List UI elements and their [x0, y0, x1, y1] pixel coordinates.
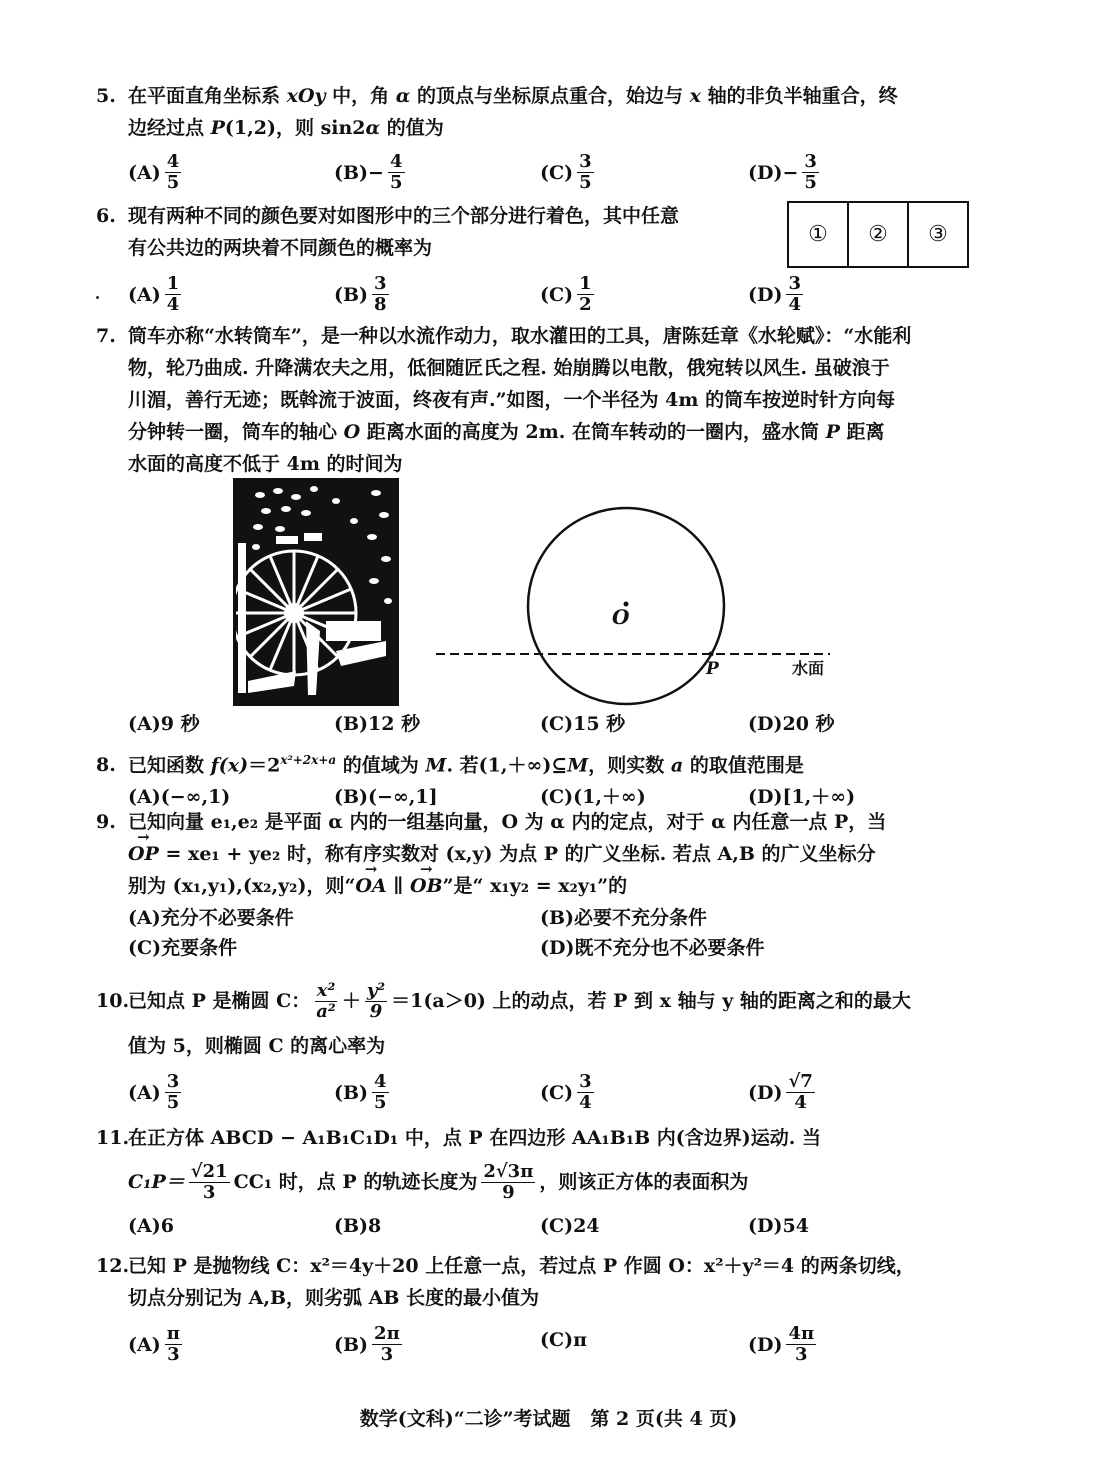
numerator: 3: [579, 151, 592, 172]
option-label: (C): [128, 937, 162, 959]
water-wheel-diagram: [430, 500, 850, 710]
question-text: 值为 5，则椭圆 C 的离心率为: [128, 1035, 386, 1057]
question-text: (1,2)，则 sin2: [224, 117, 366, 139]
option-label: (D): [748, 786, 783, 809]
question-7-options: [96, 708, 976, 748]
question-text: 别为 (x₁,y₁),(x₂,y₂)，则“: [128, 875, 356, 897]
option-label: (D): [748, 1081, 783, 1104]
denominator: 4: [579, 1092, 592, 1113]
numerator: x²: [316, 979, 336, 1001]
option-text: 既不充分也不必要条件: [574, 937, 765, 959]
question-text: ，则实数: [588, 754, 671, 777]
math-var: x: [689, 85, 701, 107]
denominator: 5: [579, 172, 592, 193]
fraction: [372, 1072, 389, 1113]
question-text: ”是“ x₁y₂ = x₂y₁”的: [442, 875, 628, 897]
math-var: xOy: [286, 85, 326, 107]
math-var: a: [670, 754, 684, 777]
fraction: [314, 981, 338, 1022]
numerator: π: [166, 1323, 180, 1344]
option-label: (B): [334, 1081, 369, 1104]
vector-oa: → OA: [355, 870, 386, 902]
water-surface-label: 水面: [792, 659, 825, 678]
question-text: 已知函数: [128, 754, 211, 777]
question-text: 边经过点: [128, 117, 211, 139]
question-text: 的顶点与坐标原点重合，始边与: [410, 85, 690, 107]
question-number: 9.: [96, 811, 116, 833]
math-var: α: [395, 85, 411, 107]
option-d: [748, 1210, 809, 1242]
option-text: (−∞,1]: [368, 786, 438, 809]
option-label: (B): [334, 161, 369, 184]
question-text: = xe₁ + ye₂ 时，称有序实数对 (x,y) 为点 P 的广义坐标. 若点 A,B 的广义坐标分: [158, 843, 876, 865]
question-number: 6.: [96, 205, 116, 227]
denominator: 4: [166, 294, 180, 315]
denominator: 5: [166, 1092, 180, 1113]
center-label: O: [612, 605, 630, 629]
option-d: [748, 152, 823, 193]
question-number: 7.: [96, 325, 116, 347]
option-a: [128, 1072, 185, 1113]
fraction: [388, 152, 405, 193]
water-wheel-illustration: [233, 478, 399, 706]
option-b: [540, 902, 707, 934]
option-label: (B): [334, 283, 369, 306]
option-text: 充分不必要条件: [160, 907, 294, 929]
option-sign: −: [782, 161, 799, 184]
option-b: [334, 1072, 393, 1113]
numerator: y²: [366, 979, 386, 1001]
numerator: 3: [166, 1071, 180, 1092]
numerator: 4: [166, 151, 180, 172]
question-text: . 若(1,＋∞)⊆: [446, 754, 568, 777]
region-2: ②: [849, 203, 909, 266]
numerator: 2π: [374, 1323, 400, 1344]
question-7: [96, 320, 976, 480]
option-label: (C): [540, 1215, 574, 1237]
option-text: 6: [160, 1215, 174, 1237]
question-text: 川湄，善行无迹；既斡流于波面，终夜有声.”如图，一个半径为 4m 的筒车按逆时针方向每: [128, 389, 896, 411]
math-var: M: [567, 754, 589, 777]
denominator: 3: [202, 1181, 216, 1203]
numerator: √21: [190, 1160, 228, 1182]
math-expr: C₁P＝: [128, 1171, 185, 1193]
option-c: [540, 1072, 598, 1113]
option-text: 20 秒: [782, 713, 835, 735]
math-op: ＋: [341, 990, 361, 1012]
point-label: P: [706, 659, 719, 679]
option-c: [540, 1210, 600, 1242]
question-text: ，则该正方体的表面积为: [539, 1171, 749, 1193]
denominator: 5: [374, 1092, 387, 1113]
denominator: 9: [369, 1000, 383, 1022]
option-text: 54: [782, 1215, 809, 1237]
region-1: ①: [789, 203, 849, 266]
option-label: (B): [334, 713, 369, 735]
question-text: 在平面直角坐标系: [128, 85, 287, 107]
question-10: [96, 976, 976, 1116]
question-8: [96, 744, 976, 813]
option-text: π: [573, 1329, 588, 1351]
question-text: 距离水面的高度为 2m. 在筒车转动的一圈内，盛水筒: [360, 421, 826, 443]
scan-speck: [96, 296, 99, 299]
option-text: 8: [368, 1215, 382, 1237]
option-label: (A): [128, 283, 161, 306]
option-b: [334, 708, 420, 740]
question-text: 分钟转一圈，筒车的轴心: [128, 421, 344, 443]
option-c: [540, 1324, 587, 1356]
option-label: (C): [540, 283, 574, 306]
question-text: 距离: [839, 421, 885, 443]
question-9: [96, 806, 976, 962]
parallel-symbol: ∥: [386, 875, 410, 897]
question-text: 在正方体 ABCD − A₁B₁C₁D₁ 中，点 P 在四边形 AA₁B₁B 内(含边界)运动. 当: [128, 1127, 822, 1149]
denominator: 2: [579, 294, 592, 315]
option-text: (1,＋∞): [573, 786, 646, 809]
option-label: (A): [128, 1081, 161, 1104]
option-a: [128, 274, 185, 315]
math-var: P: [210, 117, 225, 139]
numerator: 3: [804, 151, 817, 172]
question-number: 12.: [96, 1255, 130, 1277]
fraction: [577, 274, 594, 315]
option-b: [334, 1324, 406, 1365]
option-text: [1,＋∞): [782, 786, 856, 809]
fraction: [165, 274, 182, 315]
water-wheel-woodcut: [236, 481, 396, 703]
option-a: [128, 708, 200, 740]
option-a: [128, 1210, 174, 1242]
numerator: 3: [374, 273, 387, 294]
option-d: [540, 932, 764, 964]
numerator: 4π: [788, 1323, 815, 1344]
numerator: √7: [788, 1071, 813, 1092]
option-text: (−∞,1): [160, 786, 231, 809]
option-a: [128, 902, 294, 934]
option-sign: −: [368, 161, 384, 184]
option-label: (D): [748, 1215, 783, 1237]
question-12: [96, 1250, 976, 1372]
option-label: (D): [748, 283, 783, 306]
math-var: P: [825, 421, 840, 443]
denominator: 5: [804, 172, 817, 193]
option-label: (C): [540, 786, 574, 809]
region-3: ③: [928, 222, 948, 247]
option-label: (D): [748, 1333, 783, 1356]
option-label: (C): [540, 1329, 574, 1351]
numerator: 3: [788, 273, 801, 294]
fraction: [481, 1162, 535, 1203]
vector-ob: → OB: [410, 870, 443, 902]
question-text: 有公共边的两块着不同颜色的概率为: [128, 237, 433, 259]
denominator: 3: [167, 1344, 180, 1365]
question-text: 物，轮乃曲成. 升降满农夫之用，低徊随匠氏之程. 始崩腾以电散，俄宛转以风生. 虽破浪于: [128, 357, 890, 379]
option-c: [540, 152, 598, 193]
denominator: 4: [794, 1092, 807, 1113]
question-text: 现有两种不同的颜色要对如图形中的三个部分进行着色，其中任意: [128, 205, 680, 227]
fraction: [372, 1324, 402, 1365]
option-label: (C): [540, 1081, 574, 1104]
option-label: (A): [128, 907, 161, 929]
option-d: [748, 708, 835, 740]
math-var: O: [343, 421, 361, 443]
question-text: 水面的高度不低于 4m 的时间为: [128, 453, 403, 475]
numerator: 4: [374, 1071, 387, 1092]
option-c: [540, 274, 598, 315]
fraction: [786, 1072, 814, 1113]
fraction: [165, 152, 182, 193]
option-label: (D): [540, 937, 575, 959]
fraction: [577, 1072, 594, 1113]
option-label: (B): [334, 1215, 369, 1237]
question-text: 已知点 P 是椭圆 C：: [128, 990, 311, 1012]
option-label: (A): [128, 1333, 161, 1356]
fraction: [372, 274, 389, 315]
math-exponent: x²+2x+a: [280, 753, 337, 767]
option-label: (D): [748, 161, 783, 184]
question-text: 的值域为: [336, 754, 426, 777]
question-text: ＝1(a＞0) 上的动点，若 P 到 x 轴与 y 轴的距离之和的最大: [391, 990, 911, 1012]
denominator: 8: [374, 294, 387, 315]
denominator: 9: [502, 1181, 515, 1203]
option-label: (C): [540, 713, 574, 735]
option-text: 12 秒: [368, 713, 421, 735]
option-d: [748, 1072, 819, 1113]
denominator: 4: [788, 294, 801, 315]
option-b: [334, 1210, 381, 1242]
fraction: [365, 981, 387, 1022]
math-var: M: [425, 754, 447, 777]
option-a: [128, 152, 185, 193]
option-label: (A): [128, 1215, 161, 1237]
math-expr: f(x): [210, 754, 249, 777]
vector-op: → OP: [128, 838, 159, 870]
question-5: [96, 80, 976, 192]
question-text: 已知向量 e₁,e₂ 是平面 α 内的一组基向量，O 为 α 内的定点，对于 α 内任意一点 P，当: [128, 811, 887, 833]
question-number: 11.: [96, 1127, 130, 1149]
option-label: (B): [540, 907, 575, 929]
fraction: [786, 1324, 816, 1365]
question-number: 5.: [96, 85, 116, 107]
option-label: (B): [334, 1333, 369, 1356]
denominator: 3: [795, 1344, 808, 1365]
question-text: 切点分别记为 A,B，则劣弧 AB 长度的最小值为: [128, 1287, 540, 1309]
option-d: [748, 274, 807, 315]
math-expr: ＝2: [248, 754, 281, 777]
math-var: α: [365, 117, 381, 139]
option-text: 9 秒: [160, 713, 200, 735]
fraction: [802, 152, 819, 193]
fraction: [165, 1072, 182, 1113]
numerator: 1: [579, 273, 592, 294]
option-text: 15 秒: [573, 713, 626, 735]
option-label: (D): [748, 713, 783, 735]
point-p: [709, 652, 714, 657]
fraction: [577, 152, 594, 193]
fraction: [189, 1162, 230, 1203]
page-footer: 数学(文科)“二诊”考试题 第 2 页(共 4 页): [359, 1408, 738, 1430]
option-b: [334, 152, 409, 193]
denominator: 3: [380, 1344, 394, 1365]
option-c: [128, 932, 237, 964]
option-b: [334, 274, 393, 315]
denominator: 5: [389, 172, 403, 193]
question-text: 筒车亦称“水转筒车”，是一种以水流作动力，取水灌田的工具，唐陈廷章《水轮赋》：“水能利: [128, 325, 912, 347]
numerator: 4: [389, 151, 403, 172]
question-text: 的值为: [380, 117, 444, 139]
numerator: 3: [579, 1071, 592, 1092]
fraction: [786, 274, 803, 315]
question-11: [96, 1122, 976, 1244]
denominator: a²: [316, 1000, 336, 1022]
option-d: [748, 1324, 820, 1365]
numerator: 1: [166, 273, 180, 294]
option-text: 充要条件: [161, 937, 238, 959]
question-text: 的取值范围是: [683, 754, 804, 777]
question-number: 8.: [96, 754, 116, 777]
option-c: [540, 708, 625, 740]
option-text: 24: [573, 1215, 600, 1237]
option-label: (A): [128, 786, 161, 809]
question-text: 轴的非负半轴重合，终: [700, 85, 898, 107]
option-label: (B): [334, 786, 369, 809]
denominator: 5: [166, 172, 180, 193]
question-number: 10.: [96, 990, 130, 1012]
fraction: [165, 1324, 182, 1365]
question-text: 中，角: [325, 85, 396, 107]
question-text: 已知 P 是抛物线 C：x²＝4y＋20 上任意一点，若过点 P 作圆 O：x²＋y²＝4 的两条切线，: [128, 1255, 915, 1277]
question-text: CC₁ 时，点 P 的轨迹长度为: [233, 1171, 478, 1193]
option-label: (A): [128, 161, 161, 184]
option-label: (A): [128, 713, 161, 735]
option-a: [128, 1324, 186, 1365]
option-label: (C): [540, 161, 574, 184]
three-region-figure: [787, 201, 969, 268]
option-text: 必要不充分条件: [574, 907, 708, 929]
numerator: 2√3π: [483, 1160, 534, 1182]
